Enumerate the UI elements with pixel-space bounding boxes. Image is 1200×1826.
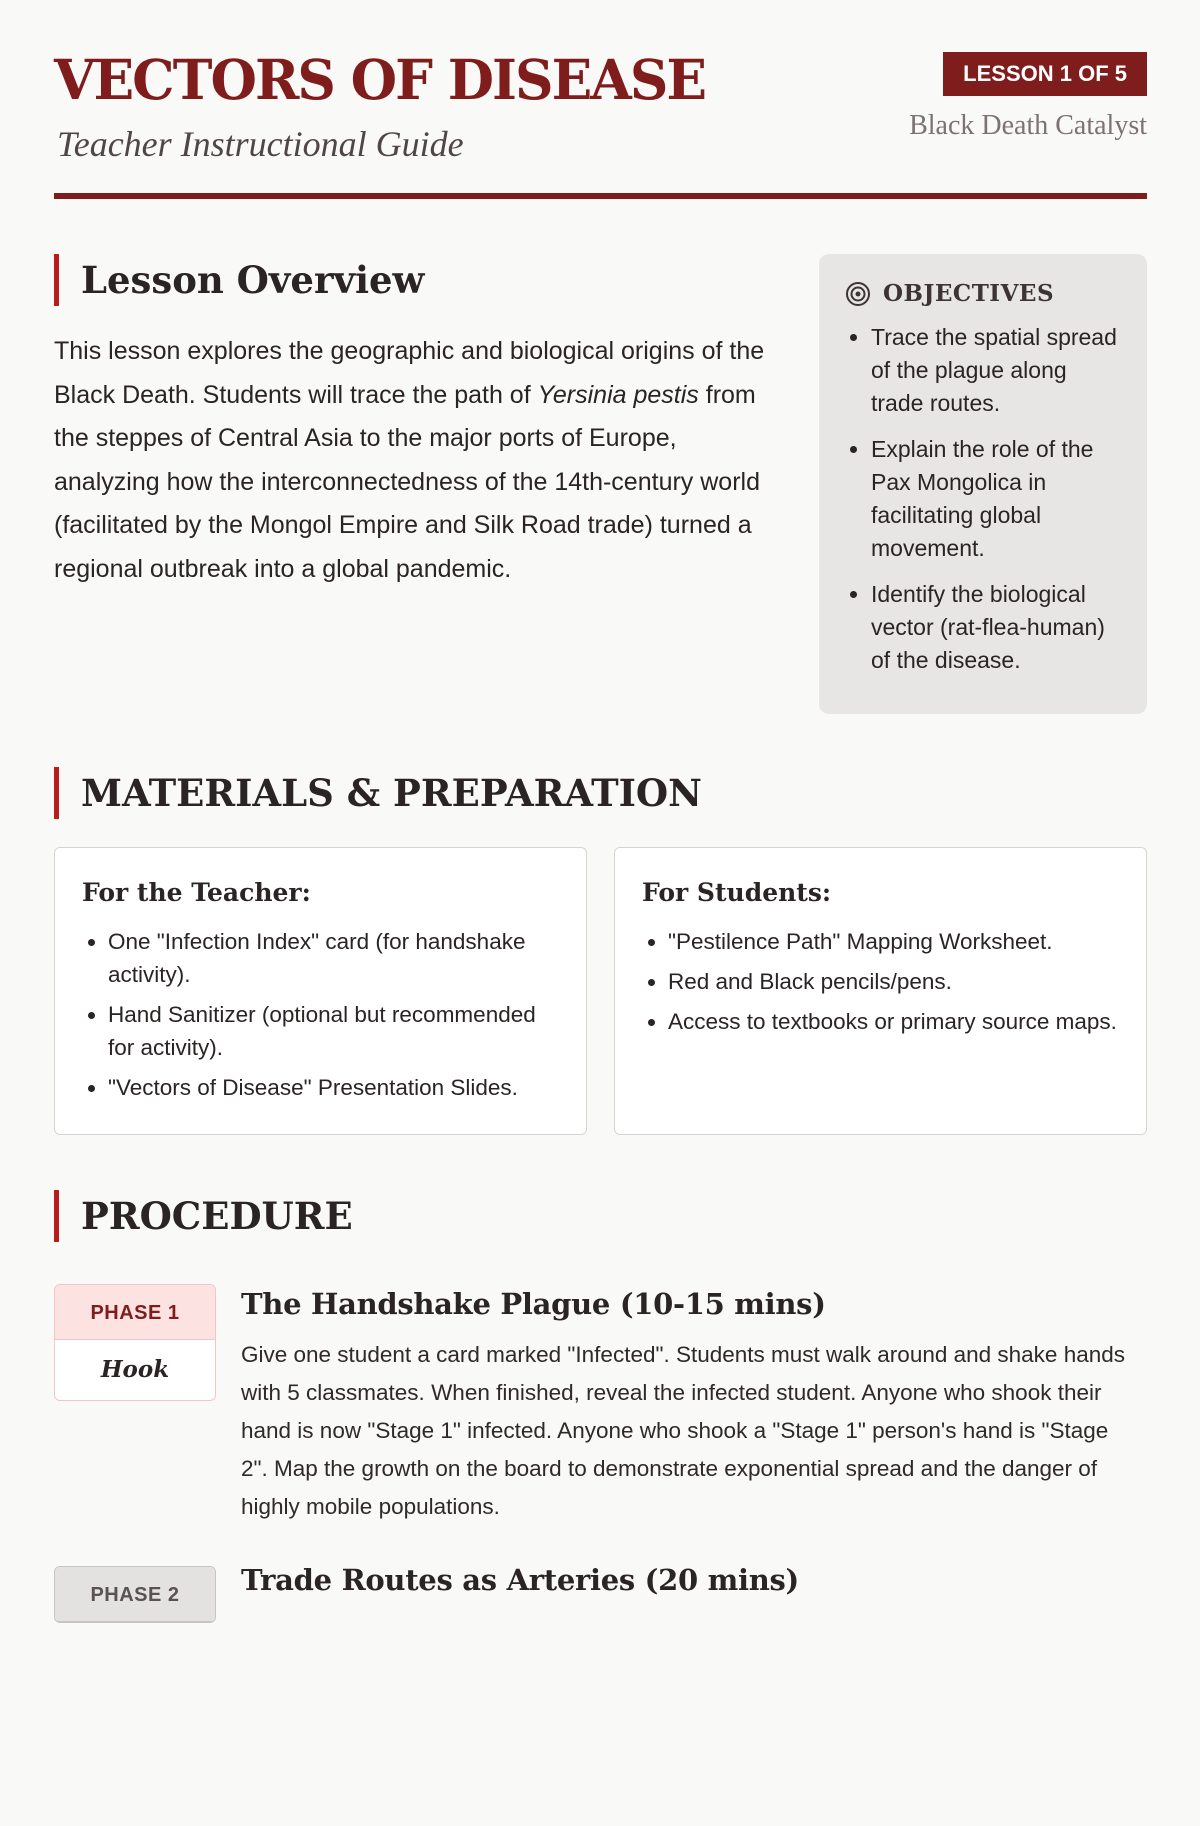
procedure-heading: PROCEDURE (54, 1190, 353, 1242)
list-item: • "Pestilence Path" Mapping Worksheet. (668, 925, 1122, 958)
list-item: • One "Infection Index" card (for handshake activity). (108, 925, 562, 991)
phase-label: Hook (100, 1356, 170, 1383)
overview-species-name: Yersinia pestis (537, 380, 699, 409)
overview-heading: Lesson Overview (54, 254, 424, 306)
student-materials-card (614, 847, 1147, 1135)
phase-tag (54, 1284, 216, 1401)
overview-text-start: This lesson explores the geographic and biological origins of the Black Death. Students will trace the path of (54, 337, 765, 409)
teacher-materials-list (82, 925, 562, 1104)
unit-series-label: Black Death Catalyst (909, 110, 1147, 141)
lesson-number-badge: LESSON 1 OF 5 (943, 52, 1147, 96)
header-divider (54, 193, 1147, 199)
objectives-panel (819, 254, 1147, 714)
page-subtitle: Teacher Instructional Guide (57, 124, 464, 164)
list-item: • Hand Sanitizer (optional but recommended for activity). (108, 998, 562, 1064)
objectives-header (845, 280, 1123, 307)
page-title: VECTORS OF DISEASE (54, 47, 706, 112)
procedure-phase-2 (54, 1563, 1147, 1826)
procedure-phase-1 (54, 1284, 1147, 1544)
list-item: • Red and Black pencils/pens. (668, 965, 1122, 998)
phase-description: Give one student a card marked "Infected". Students must walk around and shake hands with 5 classmates. When finished, reveal the infected student. Anyone who shook their hand is now "Stage 1" infected. Anyone who shook a "Stage 1" person's hand is "Stage 2". Map the growth on the board to demonstrate exponential spread and the danger of highly mobile populations. (241, 1342, 1125, 1519)
overview-text-end: from the steppes of Central Asia to the major ports of Europe, analyzing how the interconnectedness of the 14th-century world (facilitated by the Mongol Empire and Silk Road trade) turned a regional outbreak into a global pandemic. (54, 380, 760, 583)
teacher-materials-heading: For the Teacher: (82, 878, 311, 907)
list-item: • "Vectors of Disease" Presentation Slides. (108, 1071, 562, 1104)
materials-heading: MATERIALS & PREPARATION (54, 767, 702, 819)
objective-item: • Identify the biological vector (rat-flea-human) of the disease. (871, 578, 1123, 677)
phase-title: Trade Routes as Arteries (20 mins) (241, 1563, 799, 1597)
objectives-heading: OBJECTIVES (883, 280, 1055, 307)
phase-number: PHASE 1 (55, 1285, 215, 1340)
objective-item: • Explain the role of the Pax Mongolica in facilitating global movement. (871, 433, 1123, 565)
objectives-list (845, 321, 1123, 677)
teacher-materials-card (54, 847, 587, 1135)
objective-item: • Trace the spatial spread of the plague along trade routes. (871, 321, 1123, 420)
phase-tag (54, 1566, 216, 1623)
phase-title: The Handshake Plague (10-15 mins) (241, 1287, 826, 1321)
list-item: • Access to textbooks or primary source maps. (668, 1005, 1122, 1038)
overview-paragraph (54, 330, 774, 591)
phase-number: PHASE 2 (55, 1567, 215, 1622)
target-icon (845, 281, 871, 307)
document-header (54, 0, 1147, 200)
student-materials-heading: For Students: (642, 878, 832, 907)
lesson-guide-page (54, 0, 1147, 1606)
student-materials-list (642, 925, 1122, 1038)
